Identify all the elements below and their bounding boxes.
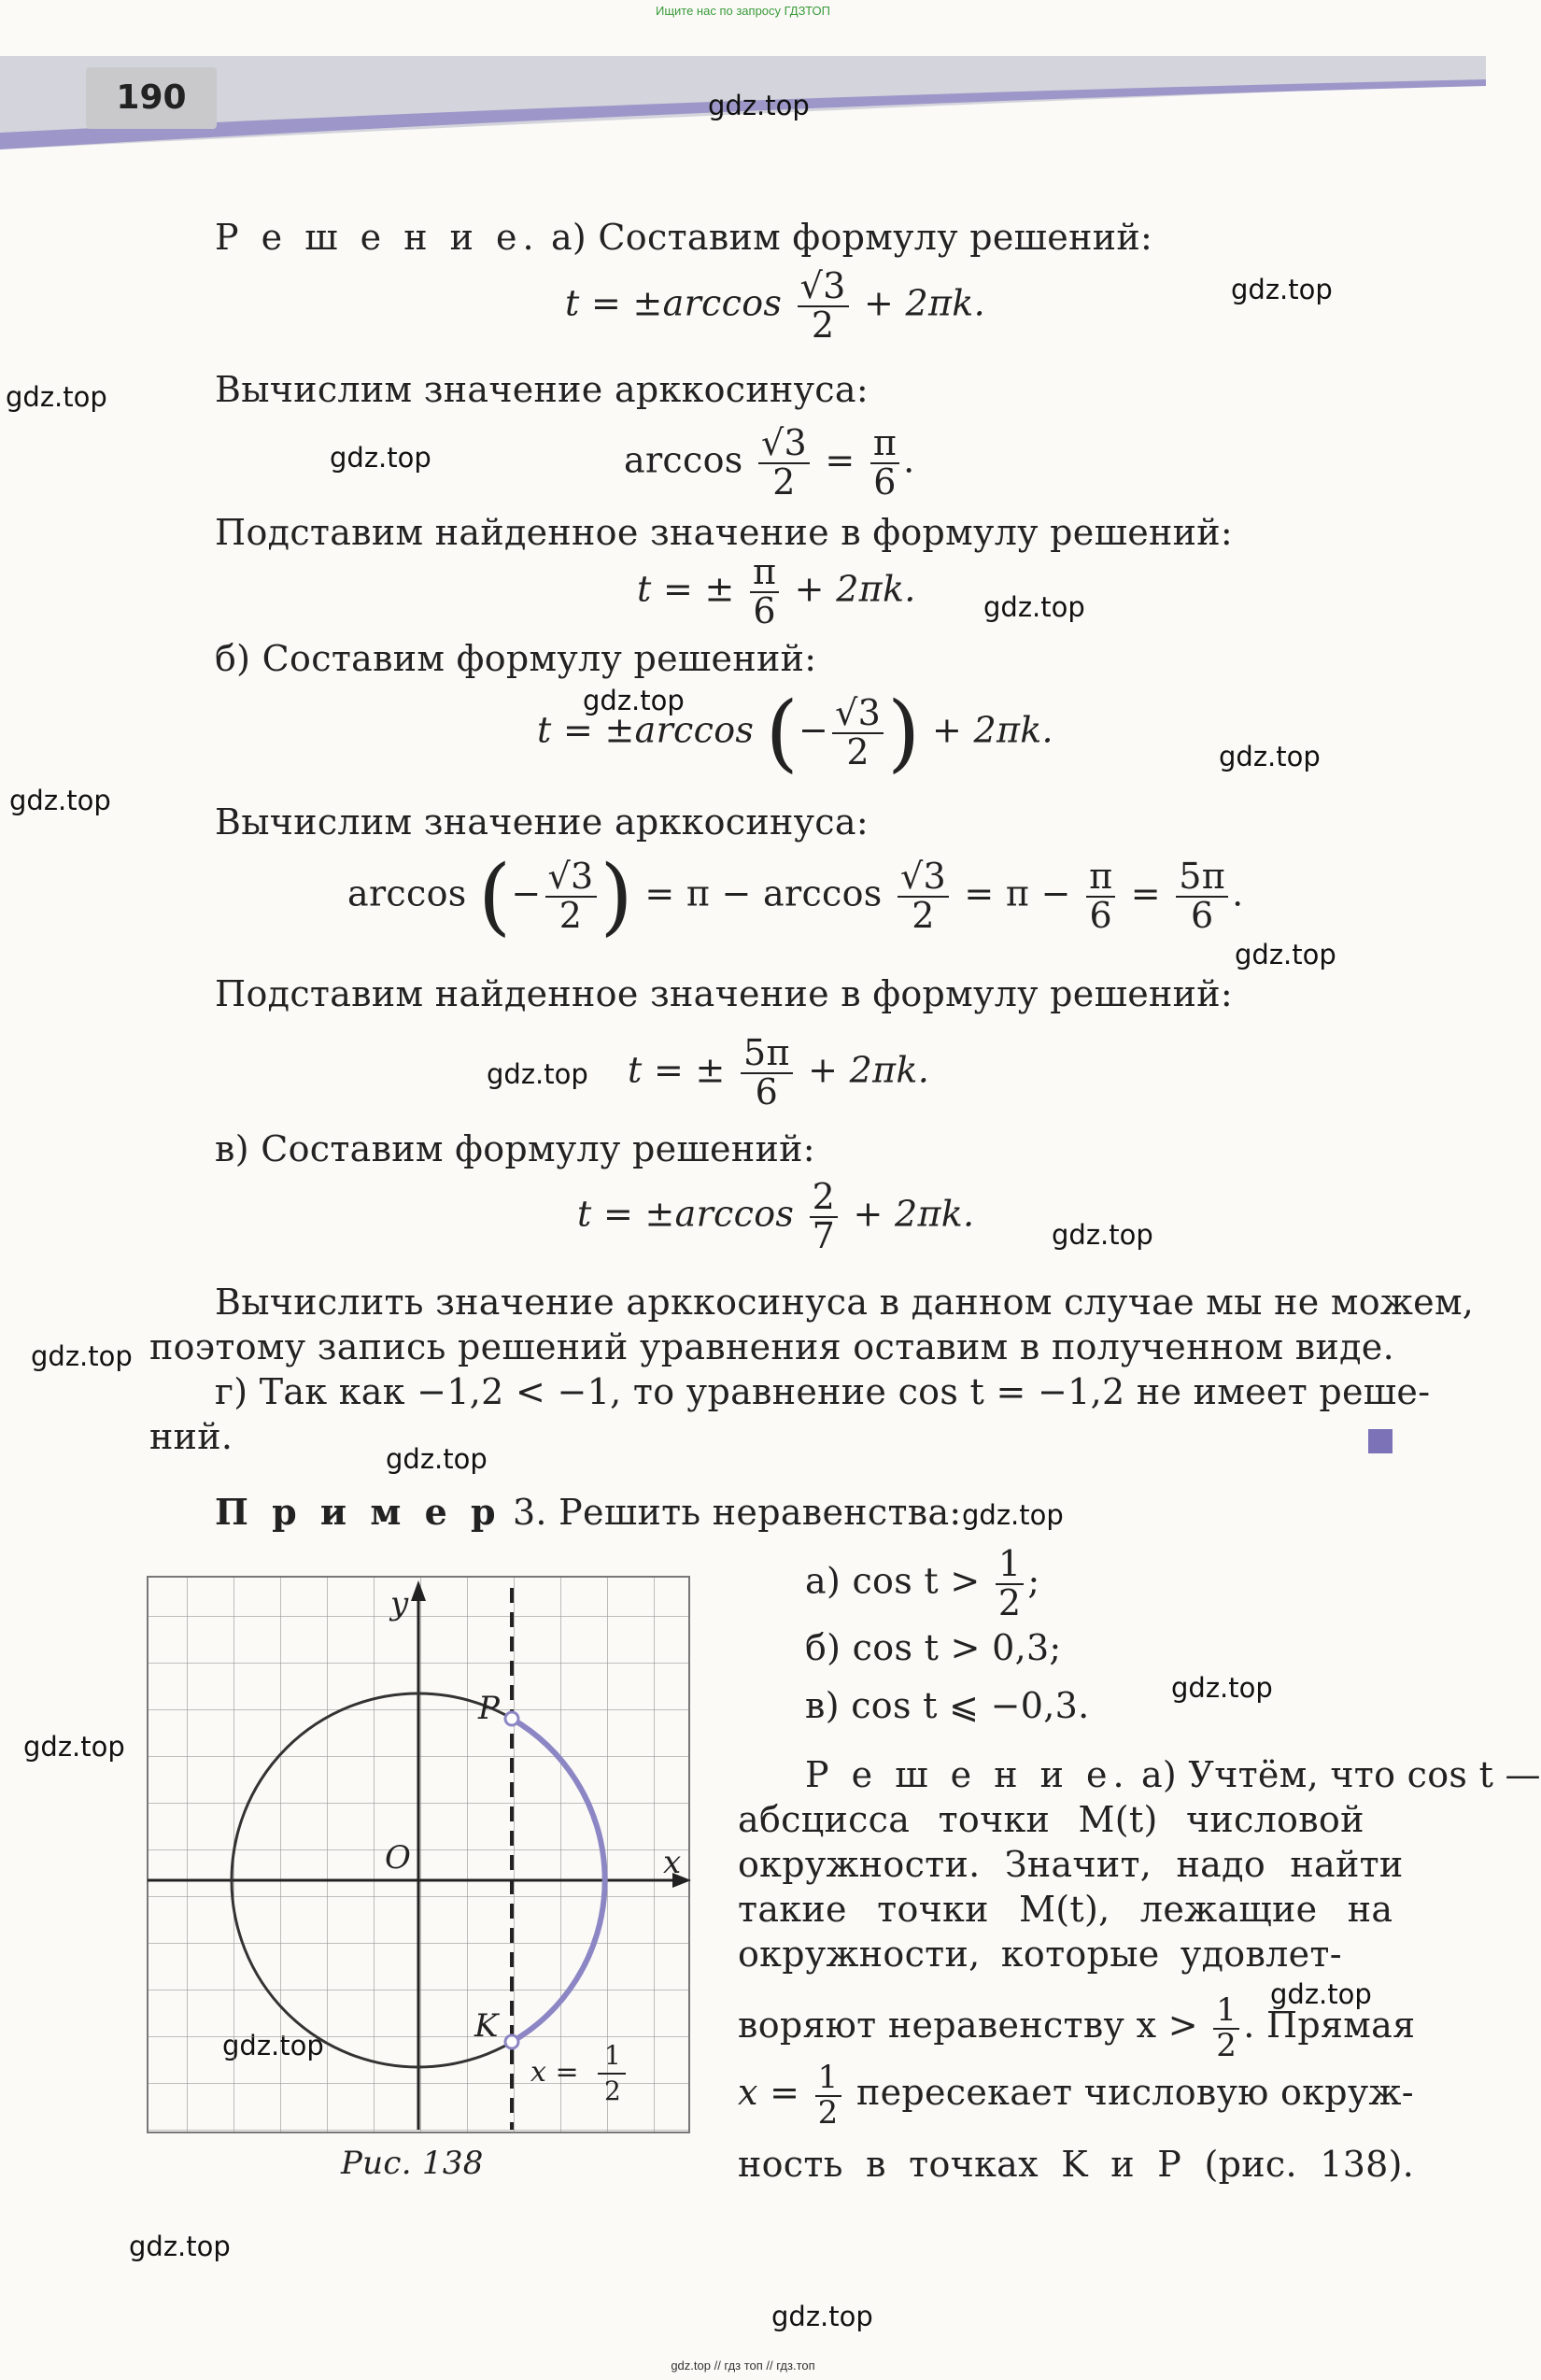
formula-5-den-1: 2 (558, 895, 583, 936)
formula-5-pre: arccos (347, 872, 467, 914)
inequality-a-fraction (996, 1543, 1024, 1623)
end-of-example-square (1368, 1429, 1393, 1453)
example-solution-line-6-pre: воряют неравенству x > (738, 2005, 1198, 2047)
watermark: gdz.top (1171, 1672, 1273, 1704)
formula-4 (537, 684, 1053, 782)
header-band (0, 28, 1486, 149)
paren-open: ( (477, 847, 512, 945)
formula-5-num-4: 5π (1176, 858, 1228, 898)
figure-caption: Рис. 138 (341, 2145, 484, 2182)
formula-1-post: + 2πk. (863, 282, 985, 324)
y-axis-label: y (390, 1585, 409, 1622)
solution-label: Р е ш е н и е. (215, 217, 540, 258)
formula-6-den: 6 (755, 1070, 779, 1112)
formula-4-minus: − (799, 709, 829, 751)
formula-6 (628, 1032, 930, 1112)
formula-5-num-3: π (1086, 858, 1115, 898)
example-3-text: 3. Решить неравенства: (512, 1492, 962, 1533)
calc-1-text: Вычислим значение арккосинуса: (215, 369, 869, 410)
example-label: П р и м е р (215, 1491, 502, 1533)
example-3-heading (215, 1491, 962, 1533)
bottom-note: gdz.top // гдз топ // гдз.топ (671, 2359, 815, 2373)
formula-2-result (870, 422, 899, 503)
formula-7-pre: t = ±arccos (577, 1193, 795, 1235)
watermark: gdz.top (962, 1499, 1064, 1531)
formula-1-num: √3 (798, 268, 849, 307)
formula-5-fraction-1 (545, 858, 597, 935)
watermark: gdz.top (386, 1443, 488, 1475)
formula-7-post: + 2πk. (853, 1193, 975, 1235)
watermark: gdz.top (9, 785, 111, 816)
example-solution-line-6-fraction (1213, 1991, 1239, 2064)
formula-3 (637, 551, 916, 631)
watermark: gdz.top (1219, 741, 1321, 772)
inequality-a-end: ; (1027, 1560, 1040, 1602)
formula-4-pre: t = ±arccos (537, 709, 755, 751)
point-k-label: K (474, 2007, 499, 2045)
figure-138 (140, 1569, 700, 2139)
formula-5-minus: − (511, 872, 542, 914)
formula-3-num: π (750, 554, 779, 593)
formula-1-pre: t = ±arccos (565, 282, 783, 324)
example-solution-line-7-pre: x = (738, 2072, 800, 2114)
watermark: gdz.top (583, 685, 685, 716)
formula-3-pre: t = ± (637, 568, 735, 610)
example-solution-line-4: такие точки M(t), лежащие на (738, 1889, 1393, 1930)
calc-2-text: Вычислим значение арккосинуса: (215, 801, 869, 843)
formula-7-num: 2 (810, 1179, 838, 1218)
formula-7 (577, 1176, 975, 1256)
formula-1-fraction (798, 265, 849, 346)
example-solution-line-1 (805, 1754, 1541, 1795)
watermark: gdz.top (1270, 1978, 1372, 2010)
paragraph-1-line-2: поэтому запись решений уравнения оставим в полученном виде. (149, 1326, 1394, 1367)
origin-label: O (385, 1839, 411, 1877)
example-solution-line-2: абсцисса точки M(t) числовой (738, 1799, 1364, 1840)
watermark: gdz.top (983, 591, 1085, 623)
watermark: gdz.top (708, 90, 810, 121)
subst-2-text: Подставим найденное значение в формулу решений: (215, 973, 1233, 1014)
formula-5-mid2: = π − (964, 872, 1071, 914)
page-number: 190 (86, 67, 217, 129)
example-solution-line-6-post: . Прямая (1243, 2005, 1416, 2047)
solution-a-heading (215, 217, 1152, 258)
formula-4-den: 2 (846, 731, 869, 772)
example-solution-line-5: окружности, которые удовлет- (738, 1934, 1342, 1975)
example-solution-line-3: окружности. Значит, надо найти (738, 1844, 1404, 1885)
paragraph-2-line-2: ний. (149, 1416, 233, 1457)
watermark: gdz.top (1235, 939, 1336, 970)
inequality-a-den: 2 (997, 1581, 1022, 1623)
watermark: gdz.top (487, 1058, 588, 1090)
formula-3-post: + 2πk. (794, 568, 916, 610)
watermark: gdz.top (6, 381, 107, 413)
example-solution-line-6-den: 2 (1216, 2026, 1237, 2064)
example-solution-line-8: ность в точках K и P (рис. 138). (738, 2144, 1415, 2185)
formula-5-fraction-4 (1176, 858, 1228, 935)
paren-close: ) (600, 847, 633, 945)
solution-b-text: б) Составим формулу решений: (215, 638, 817, 679)
example-solution-line-1-text: а) Учтём, что cos t — (1140, 1754, 1541, 1795)
inequality-b: б) cos t > 0,3; (805, 1627, 1062, 1668)
formula-3-den: 6 (753, 589, 776, 631)
formula-4-fraction (832, 692, 884, 772)
formula-2 (624, 422, 915, 503)
formula-2-rden: 6 (873, 460, 897, 503)
inequality-c: в) cos t ⩽ −0,3. (805, 1685, 1090, 1726)
formula-5-eq: = (1130, 872, 1161, 914)
example-solution-line-7-num: 1 (815, 2061, 841, 2097)
formula-6-pre: t = ± (628, 1049, 726, 1091)
subst-1-text: Подставим найденное значение в формулу решений: (215, 512, 1233, 553)
watermark: gdz.top (31, 1340, 133, 1372)
paragraph-1-line-1: Вычислить значение арккосинуса в данном случае мы не можем, (215, 1282, 1475, 1323)
formula-2-num: √3 (758, 425, 810, 464)
formula-2-pre: arccos (624, 439, 743, 481)
watermark: gdz.top (1052, 1219, 1153, 1251)
inequality-a-num: 1 (996, 1546, 1024, 1585)
formula-6-fraction (741, 1032, 793, 1112)
formula-5-den-3: 6 (1089, 895, 1112, 936)
watermark: gdz.top (771, 2301, 873, 2332)
formula-5-end: . (1232, 872, 1244, 914)
example-solution-line-7-post: пересекает числовую окруж- (855, 2072, 1414, 2114)
inequality-a (805, 1543, 1040, 1623)
point-k (505, 2035, 518, 2048)
formula-5-num-2: √3 (898, 858, 949, 898)
formula-2-eq: = (825, 439, 855, 481)
watermark: gdz.top (330, 442, 431, 474)
solution-label: Р е ш е н и е. (805, 1754, 1130, 1795)
formula-4-num: √3 (832, 695, 884, 734)
line-label-num: 1 (604, 2040, 621, 2071)
formula-7-fraction (810, 1176, 838, 1256)
line-label-pre: x = (530, 2056, 579, 2089)
formula-2-end: . (903, 439, 915, 481)
example-solution-line-7 (738, 2061, 1414, 2130)
example-solution-line-6 (738, 1991, 1416, 2064)
watermark: gdz.top (1231, 274, 1333, 305)
formula-5-fraction-2 (898, 858, 949, 935)
formula-3-fraction (750, 551, 779, 631)
paragraph-2-line-1: г) Так как −1,2 < −1, то уравнение cos t = −1,2 не имеет реше- (215, 1371, 1431, 1412)
formula-1-den: 2 (811, 304, 835, 346)
example-solution-line-6-num: 1 (1213, 1994, 1239, 2030)
formula-2-rnum: π (870, 425, 899, 464)
solution-c-text: в) Составим формулу решений: (215, 1128, 815, 1169)
formula-4-post: + 2πk. (931, 709, 1053, 751)
solution-a-text: а) Составим формулу решений: (550, 217, 1153, 258)
formula-5-num-1: √3 (545, 858, 597, 898)
watermark: gdz.top (129, 2231, 231, 2262)
paren-open: ( (765, 684, 799, 782)
top-note: Ищите нас по запросу ГДЗТОП (655, 4, 830, 18)
paren-close: ) (887, 684, 921, 782)
line-label-den: 2 (604, 2075, 621, 2106)
example-solution-line-7-den: 2 (817, 2093, 839, 2132)
formula-5 (347, 847, 1244, 945)
point-p-label: P (478, 1690, 500, 1727)
example-solution-line-7-fraction (815, 2061, 841, 2130)
formula-5-den-4: 6 (1190, 895, 1214, 936)
watermark: gdz.top (23, 1731, 125, 1763)
formula-5-den-2: 2 (912, 895, 935, 936)
point-p (505, 1712, 518, 1725)
formula-5-mid: = π − arccos (644, 872, 883, 914)
formula-2-den: 2 (772, 460, 796, 503)
formula-2-fraction (758, 422, 810, 503)
formula-7-den: 7 (812, 1214, 836, 1256)
formula-5-fraction-3 (1086, 858, 1115, 935)
formula-6-num: 5π (741, 1035, 793, 1074)
formula-6-post: + 2πk. (808, 1049, 930, 1091)
x-axis-label: x (663, 1844, 682, 1881)
formula-1 (565, 265, 985, 346)
inequality-a-pre: а) cos t > (805, 1560, 981, 1602)
